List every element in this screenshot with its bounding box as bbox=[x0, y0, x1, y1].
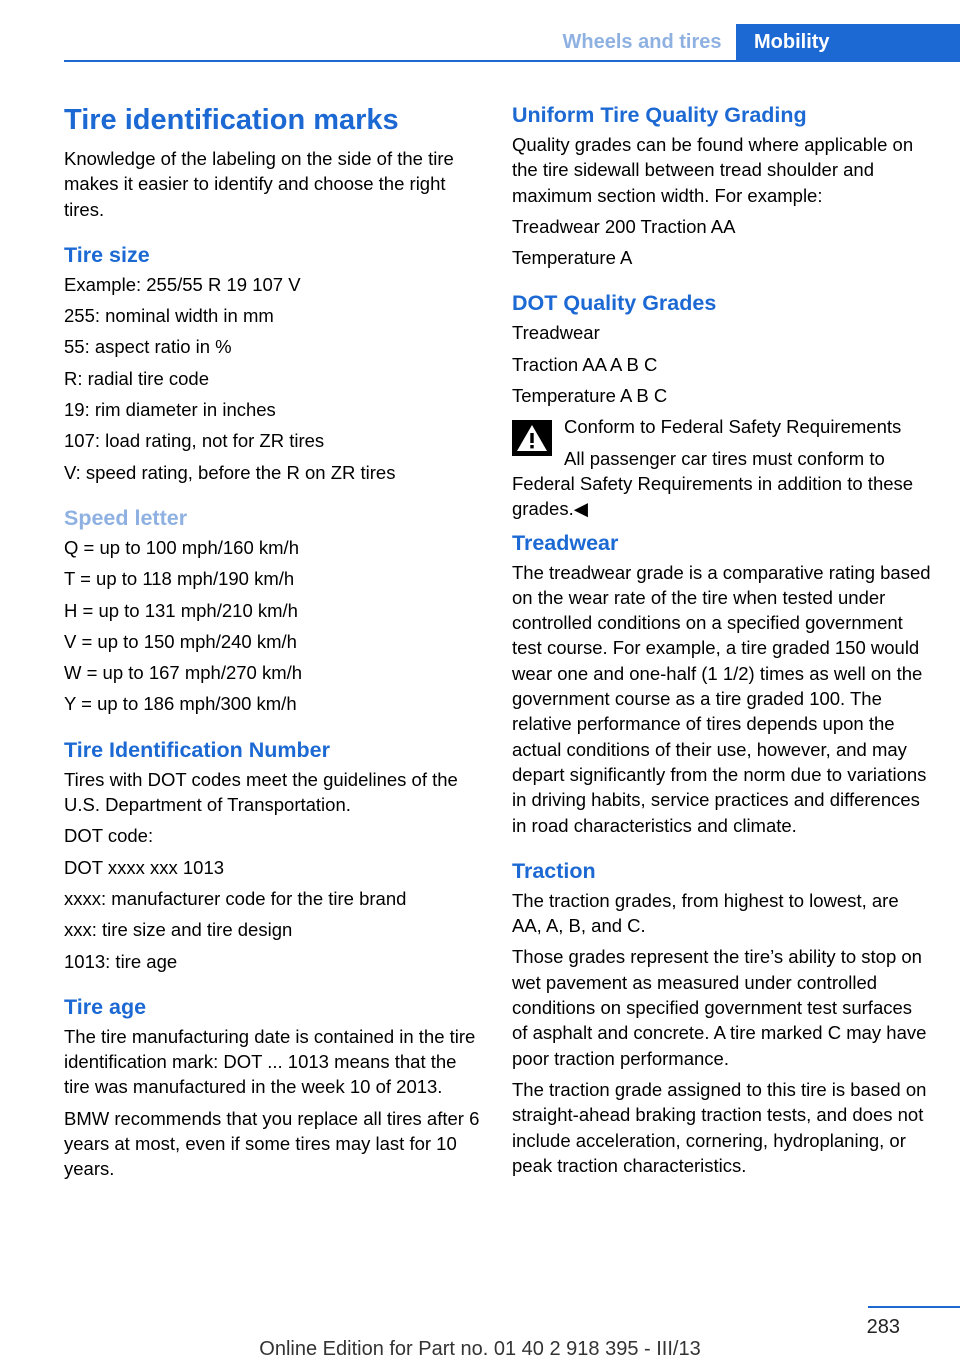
page-number: 283 bbox=[866, 1316, 900, 1338]
right-column bbox=[512, 100, 932, 1184]
speed-letter-line: Y = up to 186 mph/300 km/h bbox=[64, 693, 297, 715]
tire-size-line: R: radial tire code bbox=[64, 367, 209, 389]
tire-size-line: V: speed rating, before the R on ZR tires bbox=[64, 461, 396, 483]
tire-size-line: Example: 255/55 R 19 107 V bbox=[64, 273, 301, 295]
tire-age-heading: Tire age bbox=[64, 994, 147, 1019]
tin-line: 1013: tire age bbox=[64, 950, 178, 972]
utqg-line: Quality grades can be found where applicable on the tire sidewall between tread shoulder and maximum section width. For example: bbox=[512, 134, 914, 206]
footer-rule bbox=[868, 1306, 960, 1308]
traction-heading: Traction bbox=[512, 858, 596, 883]
speed-letter-line: H = up to 131 mph/210 km/h bbox=[64, 599, 298, 621]
dot-grades-line: Treadwear bbox=[512, 322, 600, 344]
utqg-line: Temperature A bbox=[512, 247, 633, 269]
traction-paragraph: The traction grades, from highest to lowest, are AA, A, B, and C. bbox=[512, 889, 899, 937]
tire-size-heading: Tire size bbox=[64, 242, 150, 267]
utqg-heading: Uniform Tire Quality Grading bbox=[512, 103, 807, 127]
tire-size-line: 55: aspect ratio in % bbox=[64, 336, 232, 358]
header-chapter-tab: Mobility bbox=[736, 24, 960, 60]
tin-line: xxxx: manufacturer code for the tire brand bbox=[64, 887, 407, 909]
page-title: Tire identification marks bbox=[64, 104, 399, 136]
speed-letter-line: T = up to 118 mph/190 km/h bbox=[64, 568, 295, 590]
treadwear-paragraph: The treadwear grade is a comparative rating based on the wear rate of the tire when tested under controlled conditions on a specified government test course. For example, a tire graded 150 would wear one and one-half (1 1/2) times as well on the government course as a tire graded 100. The relative performance of tires depends upon the actual conditions of their use, however, and may depart significantly from the norm due to variations in driving habits, service practices and differences in road characteristics and climate. bbox=[512, 561, 931, 836]
utqg-line: Treadwear 200 Traction AA bbox=[512, 215, 736, 237]
speed-letter-heading: Speed letter bbox=[64, 505, 188, 530]
tire-age-paragraph: BMW recommends that you replace all tires after 6 years at most, even if some tires may last for 10 years. bbox=[64, 1107, 480, 1180]
warning-box bbox=[512, 414, 932, 521]
tire-age-paragraph: The tire manufacturing date is contained in the tire identification mark: DOT ... 1013 means that the tire was manufactured in the week 10 of 2013. bbox=[64, 1025, 476, 1098]
treadwear-heading: Treadwear bbox=[512, 530, 619, 555]
tin-line: DOT xxxx xxx 1013 bbox=[64, 856, 225, 878]
header-section-label: Wheels and tires bbox=[562, 31, 722, 53]
tin-line: xxx: tire size and tire design bbox=[64, 919, 293, 941]
tire-size-line: 255: nominal width in mm bbox=[64, 305, 274, 327]
warning-triangle-icon bbox=[512, 420, 552, 456]
tin-line: DOT code: bbox=[64, 825, 154, 847]
warning-body: All passenger car tires must conform to Federal Safety Requirements in addition to these grades.◀ bbox=[512, 447, 914, 520]
speed-letter-line: W = up to 167 mph/270 km/h bbox=[64, 662, 303, 684]
tin-line: Tires with DOT codes meet the guidelines of the U.S. Department of Transportation. bbox=[64, 768, 458, 816]
edition-footer: Online Edition for Part no. 01 40 2 918 395 - III/13 bbox=[259, 1338, 701, 1360]
dot-grades-heading: DOT Quality Grades bbox=[512, 291, 717, 316]
tin-heading: Tire Identification Number bbox=[64, 737, 330, 762]
speed-letter-line: Q = up to 100 mph/160 km/h bbox=[64, 536, 299, 558]
traction-paragraph: The traction grade assigned to this tire is based on straight-ahead braking traction tests, and does not include acceleration, cornering, hydroplaning, or peak traction characteristics. bbox=[512, 1078, 927, 1176]
speed-letter-line: V = up to 150 mph/240 km/h bbox=[64, 630, 297, 652]
dot-grades-line: Traction AA A B C bbox=[512, 353, 658, 375]
tire-size-line: 19: rim diameter in inches bbox=[64, 399, 276, 421]
traction-paragraph: Those grades represent the tire’s ability to stop on wet pavement as measured under controlled conditions on specified government test surfaces of asphalt and concrete. A tire marked C may have poor traction performance. bbox=[512, 946, 927, 1069]
intro-paragraph: Knowledge of the labeling on the side of the tire makes it easier to identify and choose the right tires. bbox=[64, 148, 454, 220]
left-column bbox=[64, 100, 484, 1188]
warning-title: Conform to Federal Safety Requirements bbox=[564, 416, 902, 438]
header-rule bbox=[64, 60, 960, 62]
tire-size-line: 107: load rating, not for ZR tires bbox=[64, 430, 325, 452]
dot-grades-line: Temperature A B C bbox=[512, 385, 668, 407]
